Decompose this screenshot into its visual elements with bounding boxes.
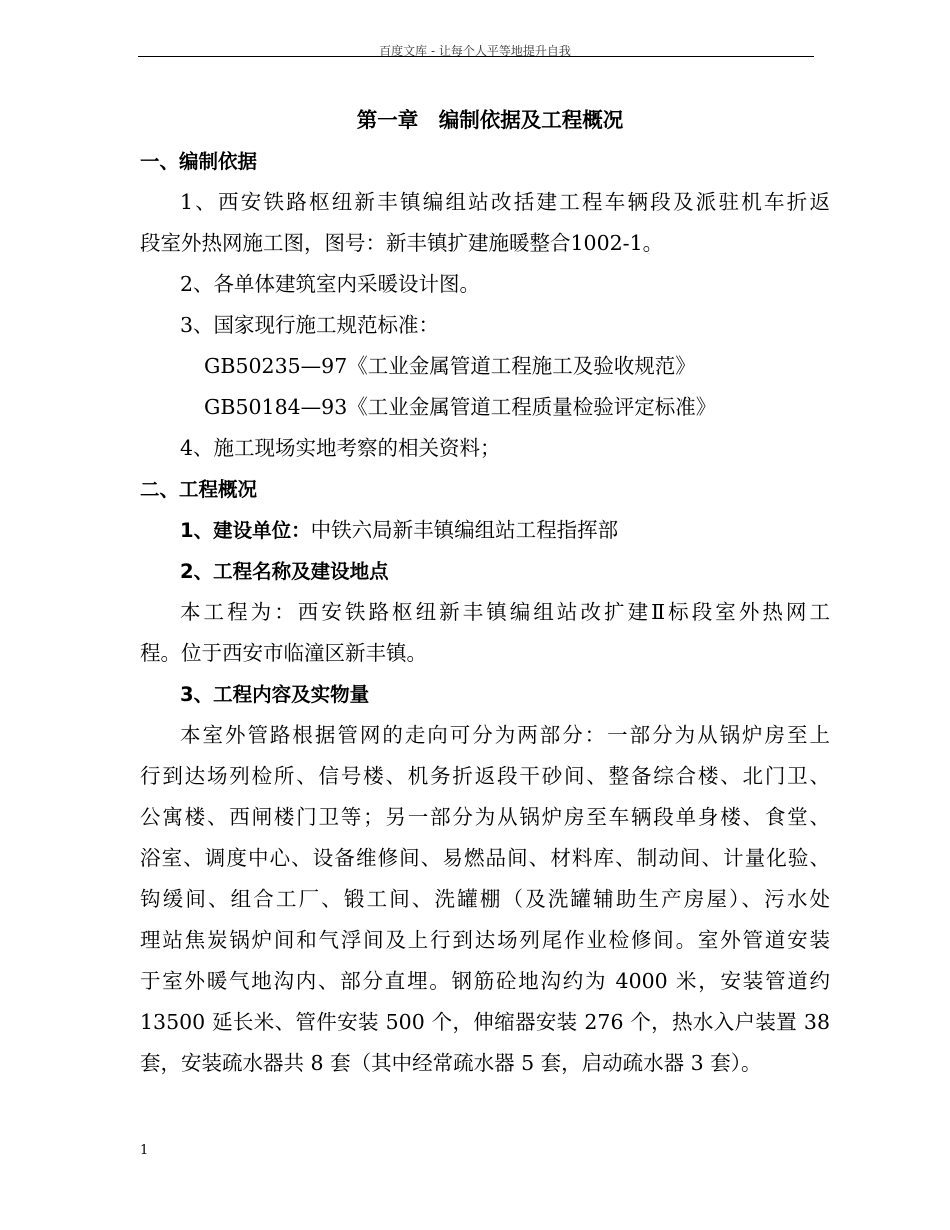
paragraph-line: 于室外暖气地沟内、部分直埋。钢筋砼地沟约为 4000 米，安装管道约 bbox=[140, 969, 830, 993]
basis-item-1-line-2: 段室外热网施工图，图号：新丰镇扩建施暖整合1002-1。 bbox=[140, 231, 664, 255]
paragraph-line: 13500 延长米、管件安装 500 个，伸缩器安装 276 个，热水入户装置 38 bbox=[140, 1010, 830, 1034]
overview-sub-2-line-1: 本工程为：西安铁路枢纽新丰镇编组站改扩建Ⅱ标段室外热网工 bbox=[180, 600, 830, 624]
section-heading-basis: 一、编制依据 bbox=[140, 150, 258, 173]
paragraph-line: 套，安装疏水器共 8 套（其中经常疏水器 5 套，启动疏水器 3 套）。 bbox=[140, 1051, 762, 1075]
basis-item-3: 3、国家现行施工规范标准： bbox=[180, 313, 440, 337]
overview-sub-1 bbox=[140, 510, 830, 551]
page-number: 1 bbox=[140, 1143, 149, 1158]
paragraph-line: 理站焦炭锅炉间和气浮间及上行到达场列尾作业检修间。室外管道安装 bbox=[140, 928, 830, 952]
header-divider bbox=[138, 56, 814, 57]
overview-sub-1-label: 1、建设单位： bbox=[180, 519, 311, 542]
overview-sub-2-line-2: 程。位于西安市临潼区新丰镇。 bbox=[140, 641, 427, 665]
paragraph-line: 公寓楼、西闸楼门卫等；另一部分为从锅炉房至车辆段单身楼、食堂、 bbox=[140, 805, 830, 829]
overview-sub-1-value: 中铁六局新丰镇编组站工程指挥部 bbox=[310, 518, 619, 542]
standard-gb50235: GB50235—97《工业金属管道工程施工及验收规范》 bbox=[204, 354, 696, 378]
chapter-title: 第一章 编制依据及工程概况 bbox=[356, 108, 624, 132]
overview-sub-3: 3、工程内容及实物量 bbox=[180, 683, 370, 706]
overview-sub-2: 2、工程名称及建设地点 bbox=[180, 560, 389, 583]
paragraph-line: 行到达场列检所、信号楼、机务折返段干砂间、整备综合楼、北门卫、 bbox=[140, 764, 830, 788]
header-text: 百度文库 - 让每个人平等地提升自我 bbox=[379, 44, 571, 58]
section-heading-overview: 二、工程概况 bbox=[140, 478, 258, 501]
paragraph-line: 浴室、调度中心、设备维修间、易燃品间、材料库、制动间、计量化验、 bbox=[140, 846, 830, 870]
basis-item-1-line-1: 1、西安铁路枢纽新丰镇编组站改括建工程车辆段及派驻机车折返 bbox=[180, 190, 830, 214]
basis-item-2: 2、各单体建筑室内采暖设计图。 bbox=[180, 272, 481, 296]
standard-gb50184: GB50184—93《工业金属管道工程质量检验评定标准》 bbox=[204, 395, 717, 419]
document-body bbox=[140, 100, 830, 1084]
basis-item-4: 4、施工现场实地考察的相关资料； bbox=[180, 436, 501, 460]
paragraph-line: 钩缓间、组合工厂、锻工间、洗罐棚（及洗罐辅助生产房屋）、污水处 bbox=[140, 887, 830, 911]
paragraph-line: 本室外管路根据管网的走向可分为两部分：一部分为从锅炉房至上 bbox=[180, 723, 830, 747]
